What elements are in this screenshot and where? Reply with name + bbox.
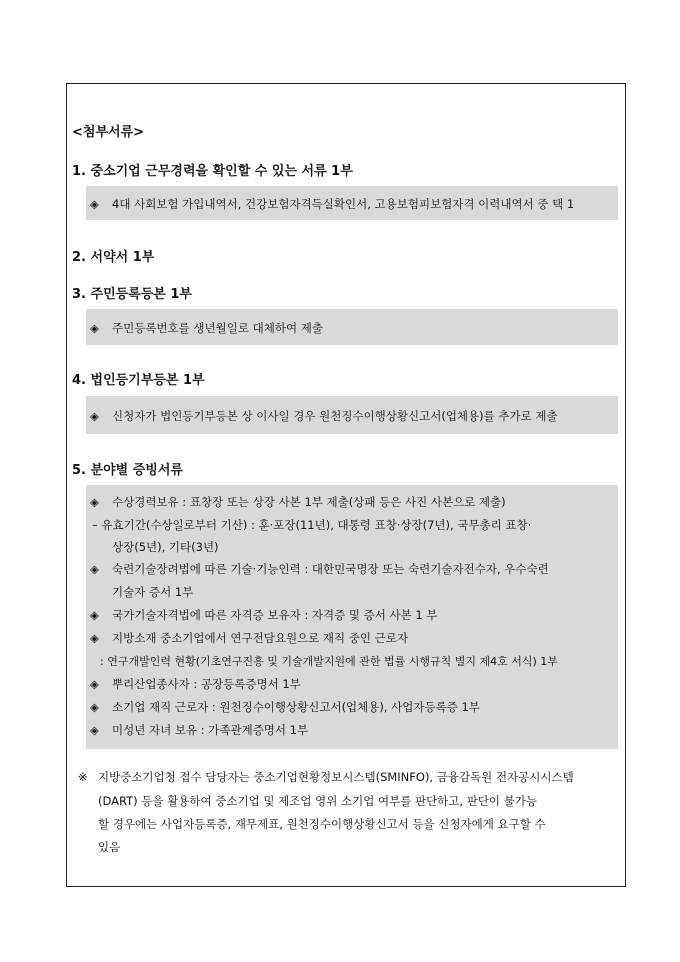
evidence-award-validity-cont: 상장(5년), 기타(3년) xyxy=(112,540,219,554)
heading-resident-register: 3. 주민등록등본 1부 xyxy=(72,287,192,302)
diamond-bullet-icon: ◈ xyxy=(90,677,99,691)
evidence-minor-children: ◈ 미성년 자녀 보유 : 가족관계증명서 1부 xyxy=(90,723,309,737)
diamond-bullet-icon: ◈ xyxy=(90,608,99,622)
evidence-national-certificate: ◈ 국가기술자격법에 따른 자격증 보유자 : 자격증 및 증서 사본 1 부 xyxy=(90,608,438,622)
evidence-root-industry: ◈ 뿌리산업종사자 : 공장등록증명서 1부 xyxy=(90,677,301,691)
diamond-bullet-icon: ◈ xyxy=(90,197,99,211)
evidence-box xyxy=(86,485,618,749)
heading-pledge: 2. 서약서 1부 xyxy=(72,250,155,265)
diamond-bullet-icon: ◈ xyxy=(90,495,99,509)
diamond-bullet-icon: ◈ xyxy=(90,321,99,335)
diamond-bullet-icon: ◈ xyxy=(90,562,99,576)
evidence-award: ◈ 수상경력보유 : 표창장 또는 상장 사본 1부 제출(상패 등은 사진 사본으로 제출) xyxy=(90,495,506,509)
evidence-small-business: ◈ 소기업 재직 근로자 : 원천징수이행상황신고서(업체용), 사업자등록증 1부 xyxy=(90,700,480,714)
heading-work-experience: 1. 중소기업 근무경력을 확인할 수 있는 서류 1부 xyxy=(72,164,353,179)
work-experience-item: ◈ 4대 사회보험 가입내역서, 건강보험자격득실확인서, 고용보험피보험자격 이력내역서 중 택 1 xyxy=(90,197,575,211)
work-experience-box xyxy=(86,186,618,220)
heading-evidence-by-field: 5. 분야별 증빙서류 xyxy=(72,463,183,478)
evidence-award-validity: – 유효기간(수상일로부터 기산) : 훈·포장(11년), 대통령 표창·상장(7년), 국무총리 표창· xyxy=(92,518,532,532)
attachments-title: <첨부서류> xyxy=(72,125,145,140)
diamond-bullet-icon: ◈ xyxy=(90,409,99,423)
evidence-researcher-cont: : 연구개발인력 현황(기초연구진흥 및 기술개발지원에 관한 법률 시행규칙 별지 제4호 서식) 1부 xyxy=(100,655,558,668)
diamond-bullet-icon: ◈ xyxy=(90,631,99,645)
evidence-researcher: ◈ 지방소재 중소기업에서 연구전담요원으로 재직 중인 근로자 xyxy=(90,631,408,645)
note-line-1: ※ 지방중소기업청 접수 담당자는 중소기업현황정보시스템(SMINFO), 금융감독원 전자공시시스템 xyxy=(78,770,574,784)
resident-register-item: ◈ 주민등록번호를 생년월일로 대체하여 제출 xyxy=(90,321,323,335)
diamond-bullet-icon: ◈ xyxy=(90,700,99,714)
note-line-4: 있음 xyxy=(98,840,121,854)
heading-corporate-register: 4. 법인등기부등본 1부 xyxy=(72,373,205,388)
note-line-3: 할 경우에는 사업자등록증, 재무제표, 원천징수이행상황신고서 등을 신청자에게 요구할 수 xyxy=(98,817,546,831)
corporate-register-item: ◈ 신청자가 법인등기부등본 상 이사일 경우 원천징수이행상황신고서(업체용)를 추가로 제출 xyxy=(90,409,558,423)
diamond-bullet-icon: ◈ xyxy=(90,723,99,737)
resident-register-box xyxy=(86,309,618,345)
corporate-register-box xyxy=(86,396,618,434)
evidence-skilled-technician: ◈ 숙련기술장려법에 따른 기술·기능인력 : 대한민국명장 또는 숙련기술자전수자, 우수숙련 xyxy=(90,562,549,576)
evidence-skilled-technician-cont: 기술자 증서 1부 xyxy=(112,585,194,599)
note-line-2: (DART) 등을 활용하여 중소기업 및 제조업 영위 소기업 여부를 판단하고, 판단이 불가능 xyxy=(98,794,538,808)
note-reference-icon: ※ xyxy=(78,770,88,784)
